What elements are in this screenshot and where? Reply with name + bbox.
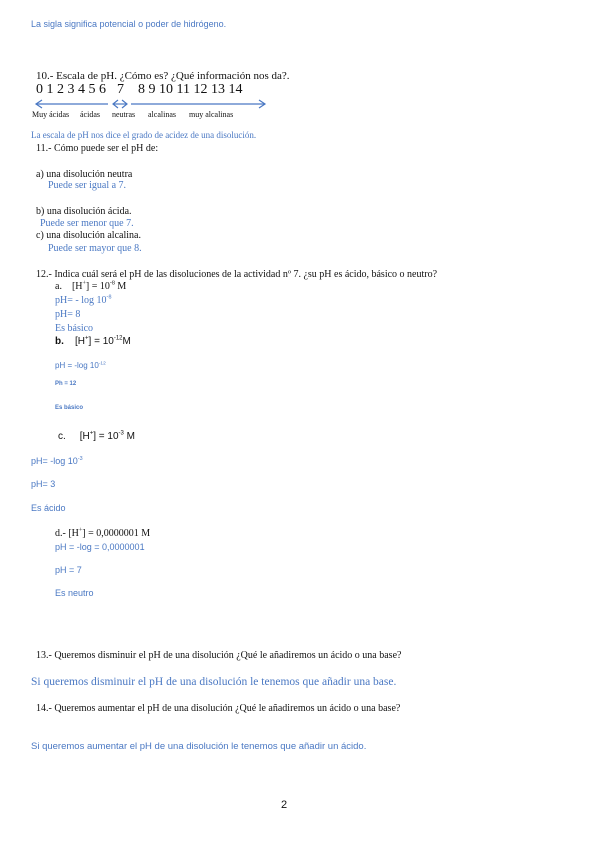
q12-b-line2: Ph = 12: [55, 381, 77, 387]
q12-d-line2: pH = 7: [55, 565, 82, 575]
q12-a-line1: $pH= - \log 10^{-8}$: [55, 294, 112, 306]
ph-scale-neutral-number: 7: [117, 82, 124, 97]
q12-b-line1: pH = -log $10^{-12}$: [55, 361, 106, 370]
q13-answer: Si queremos disminuir el pH de una disolución le tenemos que añadir una base.: [31, 676, 397, 688]
q13-question: 13.- Queremos disminuir el pH de una disolución ¿Qué le añadiremos un ácido o una base?: [36, 650, 402, 661]
q11-c-label: c) una disolución alcalina.: [36, 230, 141, 241]
q12-d-line1: pH = -log = 0,0000001: [55, 542, 145, 552]
q11-a-label: a) una disolución neutra: [36, 169, 133, 180]
q12-d-line3: Es neutro: [55, 588, 94, 598]
scale-label-very-acidic: Muy ácidas: [32, 110, 70, 119]
top-note: La sigla significa potencial o poder de hidrógeno.: [31, 19, 227, 29]
q11-b-answer: Puede ser menor que 7.: [40, 218, 134, 229]
q11-a-answer: Puede ser igual a 7.: [48, 180, 127, 191]
q12-a-formula: a. $[H^+] = 10^{-8}$ M: [55, 280, 127, 292]
q14-question: 14.- Queremos aumentar el pH de una disolución ¿Qué le añadiremos un ácido o una base?: [36, 703, 401, 714]
q12-question: 12.- Indica cuál será el pH de las disoluciones de la actividad nº 7. ¿su pH es ácido, básico o neutro?: [36, 269, 438, 280]
scale-label-alkaline: alcalinas: [148, 110, 176, 119]
q12-a-line2: pH= 8: [55, 309, 81, 320]
q11-b-label: b) una disolución ácida.: [36, 206, 132, 217]
q10-question: 10.- Escala de pH. ¿Cómo es? ¿Qué información nos da?.: [36, 70, 290, 82]
q14-answer: Si queremos aumentar el pH de una disolución le tenemos que añadir un ácido.: [31, 741, 367, 752]
q12-b-formula: b. $[H^+] = 10^{-12}M$: [55, 335, 131, 347]
q12-c-line1: pH= -log $10^{-3}$: [31, 456, 83, 466]
ph-scale-basic-numbers: 8 9 10 11 12 13 14: [138, 82, 243, 97]
q10-answer: La escala de pH nos dice el grado de acidez de una disolución.: [31, 130, 257, 140]
ph-scale-acid-numbers: 0 1 2 3 4 5 6: [36, 82, 106, 97]
q11-c-answer: Puede ser mayor que 8.: [48, 243, 142, 254]
q12-c-line3: Es ácido: [31, 503, 66, 513]
q12-c-formula: c. $[H^+] = 10^{-3}$ M: [58, 430, 135, 442]
scale-label-acidic: ácidas: [80, 110, 100, 119]
scale-label-very-alkaline: muy alcalinas: [189, 110, 234, 119]
q12-a-line3: Es básico: [55, 323, 94, 334]
q11-question: 11.- Cómo puede ser el pH de:: [36, 143, 159, 154]
q12-b-line3: Es básico: [55, 405, 84, 411]
page-number: 2: [281, 799, 288, 811]
q12-d-formula: d.- [H+] = 0,0000001 M: [55, 527, 151, 539]
q12-c-line2: pH= 3: [31, 479, 56, 489]
scale-label-neutral: neutras: [112, 110, 136, 119]
